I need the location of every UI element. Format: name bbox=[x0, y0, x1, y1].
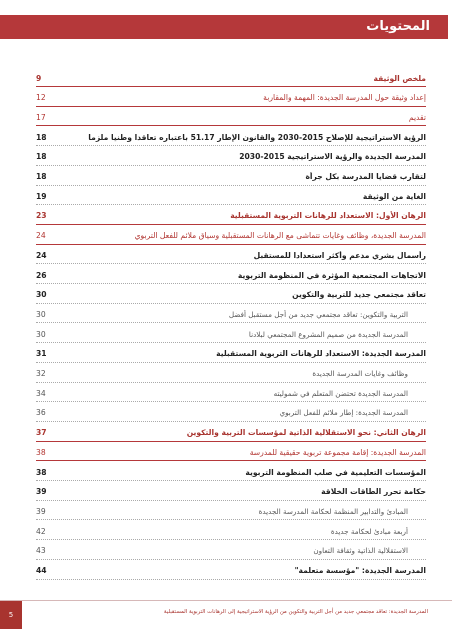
toc-entry[interactable] bbox=[36, 188, 426, 204]
row-divider bbox=[36, 263, 426, 264]
row-divider bbox=[36, 145, 426, 146]
toc-entry-title: ملخص الوثيقة bbox=[373, 73, 426, 83]
toc-entry-title: المدرسة الجديدة: إطار ملائم للفعل التربوي bbox=[279, 408, 408, 418]
toc-entry-title: المدرسة الجديدة: الاستعداد للرهانات التربوية المستقبلية bbox=[216, 349, 426, 359]
section-divider bbox=[36, 224, 426, 225]
toc-entry-title: المدرسة الجديدة تحتضن المتعلم في شموليته bbox=[273, 388, 408, 398]
toc-entry[interactable] bbox=[36, 169, 426, 185]
row-divider bbox=[36, 579, 426, 580]
row-divider bbox=[36, 362, 426, 363]
toc-entry-page: 23 bbox=[36, 211, 47, 221]
toc-entry-title: الرهان الأول: الاستعداد للرهانات التربوية المستقبلية bbox=[230, 211, 426, 221]
toc-entry[interactable] bbox=[36, 208, 426, 224]
row-divider bbox=[36, 421, 426, 422]
toc-entry-title: المبادئ والتدابير المنظمة لحكامة المدرسة الجديدة bbox=[258, 506, 408, 516]
toc-entry-page: 24 bbox=[36, 231, 46, 241]
row-divider bbox=[36, 401, 426, 402]
row-divider bbox=[36, 539, 426, 540]
row-divider bbox=[36, 480, 426, 481]
toc-entry[interactable] bbox=[36, 563, 426, 579]
row-divider bbox=[36, 204, 426, 205]
toc-entry[interactable] bbox=[36, 149, 426, 165]
row-divider bbox=[36, 342, 426, 343]
page-title: المحتويات bbox=[366, 19, 430, 34]
toc-entry-page: 32 bbox=[36, 369, 46, 378]
toc-entry-title: أربعة مبادئ لحكامة جديدة bbox=[330, 526, 408, 536]
toc-entry-page: 39 bbox=[36, 506, 46, 516]
toc-entry-title: رأسمال بشري مدعم وأكثر استعدادا للمستقبل bbox=[253, 250, 426, 260]
toc-entry-page: 42 bbox=[36, 526, 46, 536]
section-divider bbox=[36, 86, 426, 87]
toc-entry-page: 26 bbox=[36, 270, 47, 280]
toc-entry[interactable] bbox=[36, 326, 426, 342]
toc-entry-page: 43 bbox=[36, 546, 46, 556]
toc-entry-title: حكامة تحرر الطاقات الخلاقة bbox=[321, 487, 426, 497]
toc-entry-page: 18 bbox=[36, 152, 47, 162]
toc-entry-page: 30 bbox=[36, 290, 47, 300]
toc-entry-page: 31 bbox=[36, 349, 47, 359]
section-divider bbox=[36, 125, 426, 126]
row-divider bbox=[36, 283, 426, 284]
toc-entry-page: 39 bbox=[36, 487, 47, 497]
row-divider bbox=[36, 500, 426, 501]
toc-entry[interactable] bbox=[36, 484, 426, 500]
toc-entry-title: الاتجاهات المجتمعية المؤثرة في المنظومة التربوية bbox=[237, 270, 426, 280]
row-divider bbox=[36, 519, 426, 520]
row-divider bbox=[36, 382, 426, 383]
toc-entry-page: 34 bbox=[36, 388, 46, 398]
section-divider bbox=[36, 441, 426, 442]
toc-entry-page: 44 bbox=[36, 566, 47, 575]
toc-entry[interactable] bbox=[36, 444, 426, 460]
toc-entry-title: الرهان الثاني: نحو الاستقلالية الذاتية لمؤسسات التربية والتكوين bbox=[186, 428, 426, 438]
footer bbox=[0, 600, 452, 629]
toc-entry[interactable] bbox=[36, 228, 426, 244]
toc-entry-page: 38 bbox=[36, 467, 47, 477]
row-divider bbox=[36, 322, 426, 323]
toc-entry[interactable] bbox=[36, 543, 426, 559]
toc-entry[interactable] bbox=[36, 523, 426, 539]
toc-entry-page: 12 bbox=[36, 93, 46, 103]
section-divider bbox=[36, 106, 426, 107]
toc-entry[interactable] bbox=[36, 385, 426, 401]
footer-page-number: 5 bbox=[0, 601, 22, 629]
toc-entry-title: المدرسة الجديدة من صميم المشروع المجتمعي لبلادنا bbox=[248, 329, 408, 339]
toc-entry-page: 17 bbox=[36, 112, 46, 122]
toc-entry[interactable] bbox=[36, 109, 426, 125]
toc-entry-title: الاستقلالية الذاتية وثقافة التعاون bbox=[313, 546, 408, 556]
toc-entry-page: 19 bbox=[36, 191, 47, 201]
row-divider bbox=[36, 185, 426, 186]
toc-entry-title: الغاية من الوثيقة bbox=[362, 191, 426, 201]
toc-entry-page: 24 bbox=[36, 250, 47, 260]
toc-entry[interactable] bbox=[36, 503, 426, 519]
toc-entry[interactable] bbox=[36, 425, 426, 441]
toc-entry[interactable] bbox=[36, 366, 426, 382]
toc-entry[interactable] bbox=[36, 70, 426, 86]
toc-entry[interactable] bbox=[36, 287, 426, 303]
toc-entry-title: وظائف وغايات المدرسة الجديدة bbox=[312, 369, 408, 378]
toc-entry-page: 37 bbox=[36, 428, 47, 438]
toc-entry[interactable] bbox=[36, 405, 426, 421]
toc-entry-title: المدرسة الجديدة، وظائف وغايات تتماشى مع الرهانات المستقبلية وسياق ملائم للفعل التربوي bbox=[134, 231, 426, 241]
toc-entry-title: لتقارب قضايا المدرسة بكل جرأة bbox=[305, 172, 426, 181]
toc-entry-title: المؤسسات التعليمية في صلب المنظومة التربوية bbox=[245, 467, 426, 477]
toc-entry-title: التربية والتكوين: تعاقد مجتمعي جديد من أجل مستقبل أفضل bbox=[228, 309, 408, 319]
toc-entry-page: 9 bbox=[36, 73, 42, 83]
toc-entry[interactable] bbox=[36, 267, 426, 283]
toc-entry-title: تعاقد مجتمعي جديد للتربية والتكوين bbox=[292, 290, 426, 300]
section-divider bbox=[36, 460, 426, 461]
section-divider bbox=[36, 244, 426, 245]
toc-entry-page: 36 bbox=[36, 408, 46, 418]
row-divider bbox=[36, 165, 426, 166]
header-bar bbox=[0, 15, 448, 39]
toc-entry-page: 30 bbox=[36, 309, 46, 319]
toc-entry-title: تقديم bbox=[408, 112, 426, 122]
toc-entry[interactable] bbox=[36, 346, 426, 362]
row-divider bbox=[36, 303, 426, 304]
footer-running-title: المدرسة الجديدة: تعاقد مجتمعي جديد من أجل التربية والتكوين من الرؤية الاستراتيجية إلى الرهانات التربوية المستقبلية bbox=[163, 609, 428, 615]
toc-entry-title: المدرسة الجديدة والرؤية الاستراتيجية 2015-2030 bbox=[239, 152, 426, 162]
toc-entry[interactable] bbox=[36, 247, 426, 263]
toc-entry-title: إعداد وثيقة حول المدرسة الجديدة: المهمة والمقاربة bbox=[263, 93, 426, 103]
row-divider bbox=[36, 559, 426, 560]
toc-entry[interactable] bbox=[36, 464, 426, 480]
toc-entry-page: 30 bbox=[36, 329, 46, 339]
toc-entry-page: 18 bbox=[36, 172, 47, 181]
toc-entry-title: المدرسة الجديدة: "مؤسسة متعلمة" bbox=[294, 566, 426, 575]
toc-entry-title: الرؤية الاستراتيجية للإصلاح 2015-2030 والقانون الإطار 51.17 باعتباره تعاقدا وطنيا ملزما bbox=[88, 132, 426, 142]
toc-entry-page: 18 bbox=[36, 132, 47, 142]
toc-entry[interactable] bbox=[36, 90, 426, 106]
toc-entry-page: 38 bbox=[36, 447, 46, 457]
toc-entry[interactable] bbox=[36, 306, 426, 322]
toc-entry-title: المدرسة الجديدة: إقامة مجموعة تربوية حقيقية للمدرسة bbox=[249, 447, 426, 457]
toc-entry[interactable] bbox=[36, 129, 426, 145]
